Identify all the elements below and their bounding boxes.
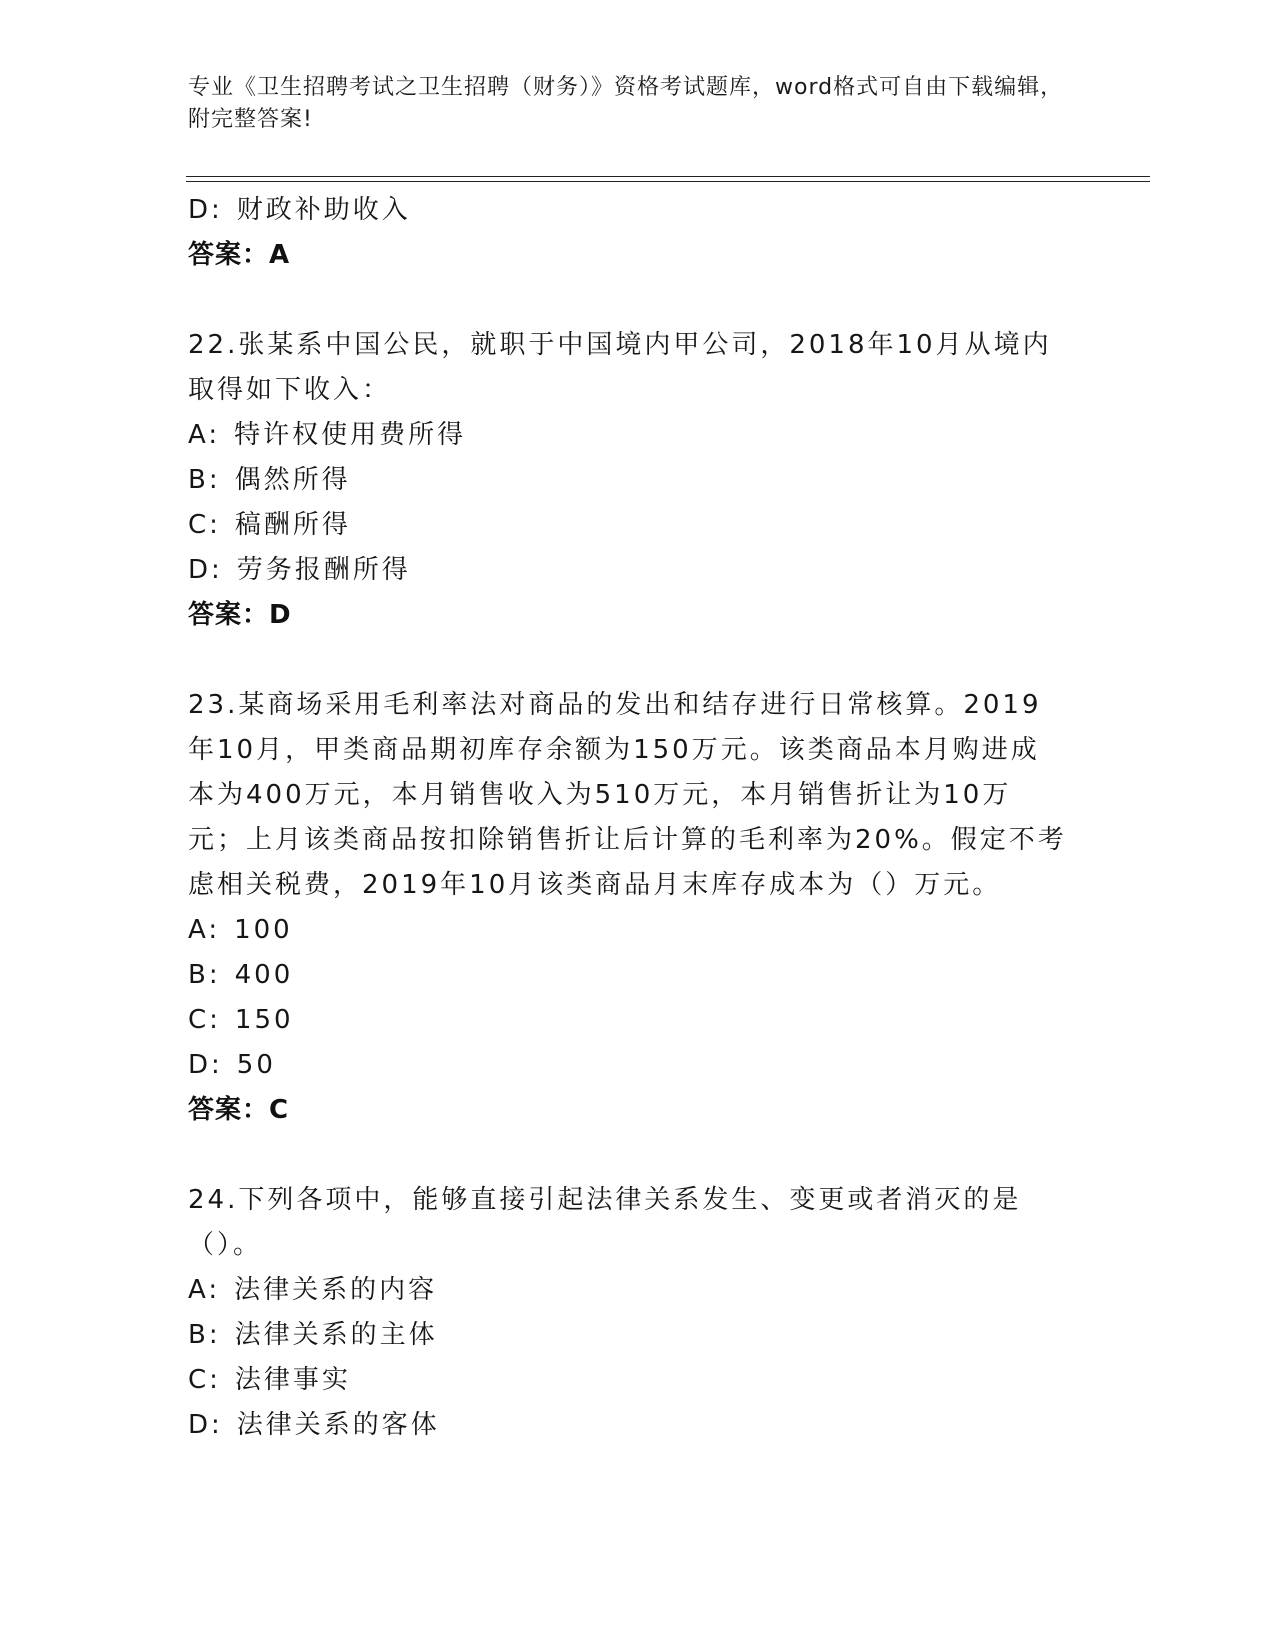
question-23-option-b (188, 953, 1068, 998)
option-text: 法律关系的主体 (234, 1320, 438, 1350)
option-key: D: (188, 195, 223, 225)
option-text: 偶然所得 (234, 465, 351, 495)
option-key: A: (188, 1275, 221, 1305)
question-22-stem: 22.张某系中国公民，就职于中国境内甲公司，2018年10月从境内取得如下收入： (188, 330, 1052, 405)
option-key: A: (188, 420, 221, 450)
option-key: B: (188, 465, 221, 495)
question-24-option-d (188, 1403, 1068, 1448)
option-key: A: (188, 915, 221, 945)
option-key: D: (188, 555, 223, 585)
question-22-answer: 答案：D (188, 600, 292, 630)
question-24-option-b (188, 1313, 1068, 1358)
option-key: B: (188, 1320, 221, 1350)
option-text: 法律关系的客体 (236, 1410, 440, 1440)
question-23-option-c (188, 998, 1068, 1043)
question-22-option-c (188, 503, 1068, 548)
question-22-option-b (188, 458, 1068, 503)
option-text: 劳务报酬所得 (236, 555, 411, 585)
option-text: 财政补助收入 (236, 195, 411, 225)
question-23-answer: 答案：C (188, 1095, 290, 1125)
option-text: 100 (234, 915, 293, 945)
prev-option-d (188, 188, 1068, 233)
option-text: 50 (236, 1050, 276, 1080)
option-text: 150 (234, 1005, 294, 1035)
option-text: 稿酬所得 (234, 510, 351, 540)
option-key: D: (188, 1410, 223, 1440)
question-24-option-a (188, 1268, 1068, 1313)
option-text: 400 (234, 960, 294, 990)
header-rule-bottom (186, 181, 1150, 182)
question-23-stem: 23.某商场采用毛利率法对商品的发出和结存进行日常核算。2019年10月，甲类商品期初库存余额为150万元。该类商品本月购进成本为400万元，本月销售收入为510万元，本月销售折让为10万元；上月该类商品按扣除销售折让后计算的毛利率为20%。假定不考虑相关税费，2019年10月该类商品月末库存成本为（）万元。 (188, 690, 1067, 900)
option-key: C: (188, 1365, 221, 1395)
question-23-option-a (188, 908, 1068, 953)
option-text: 法律事实 (234, 1365, 351, 1395)
question-24-option-c (188, 1358, 1068, 1403)
question-23-option-d (188, 1043, 1068, 1088)
option-key: C: (188, 510, 221, 540)
option-text: 特许权使用费所得 (234, 420, 467, 450)
question-22-option-a (188, 413, 1068, 458)
option-key: B: (188, 960, 221, 990)
question-content (188, 188, 1068, 1448)
option-key: D: (188, 1050, 223, 1080)
header-rule-top (186, 176, 1150, 177)
option-key: C: (188, 1005, 221, 1035)
document-header: 专业《卫生招聘考试之卫生招聘（财务）》资格考试题库，word格式可自由下载编辑，附完整答案! (188, 75, 1064, 132)
question-22-option-d (188, 548, 1068, 593)
prev-answer: 答案：A (188, 240, 291, 270)
option-text: 法律关系的内容 (234, 1275, 438, 1305)
question-24-stem: 24.下列各项中，能够直接引起法律关系发生、变更或者消灭的是（）。 (188, 1185, 1022, 1260)
